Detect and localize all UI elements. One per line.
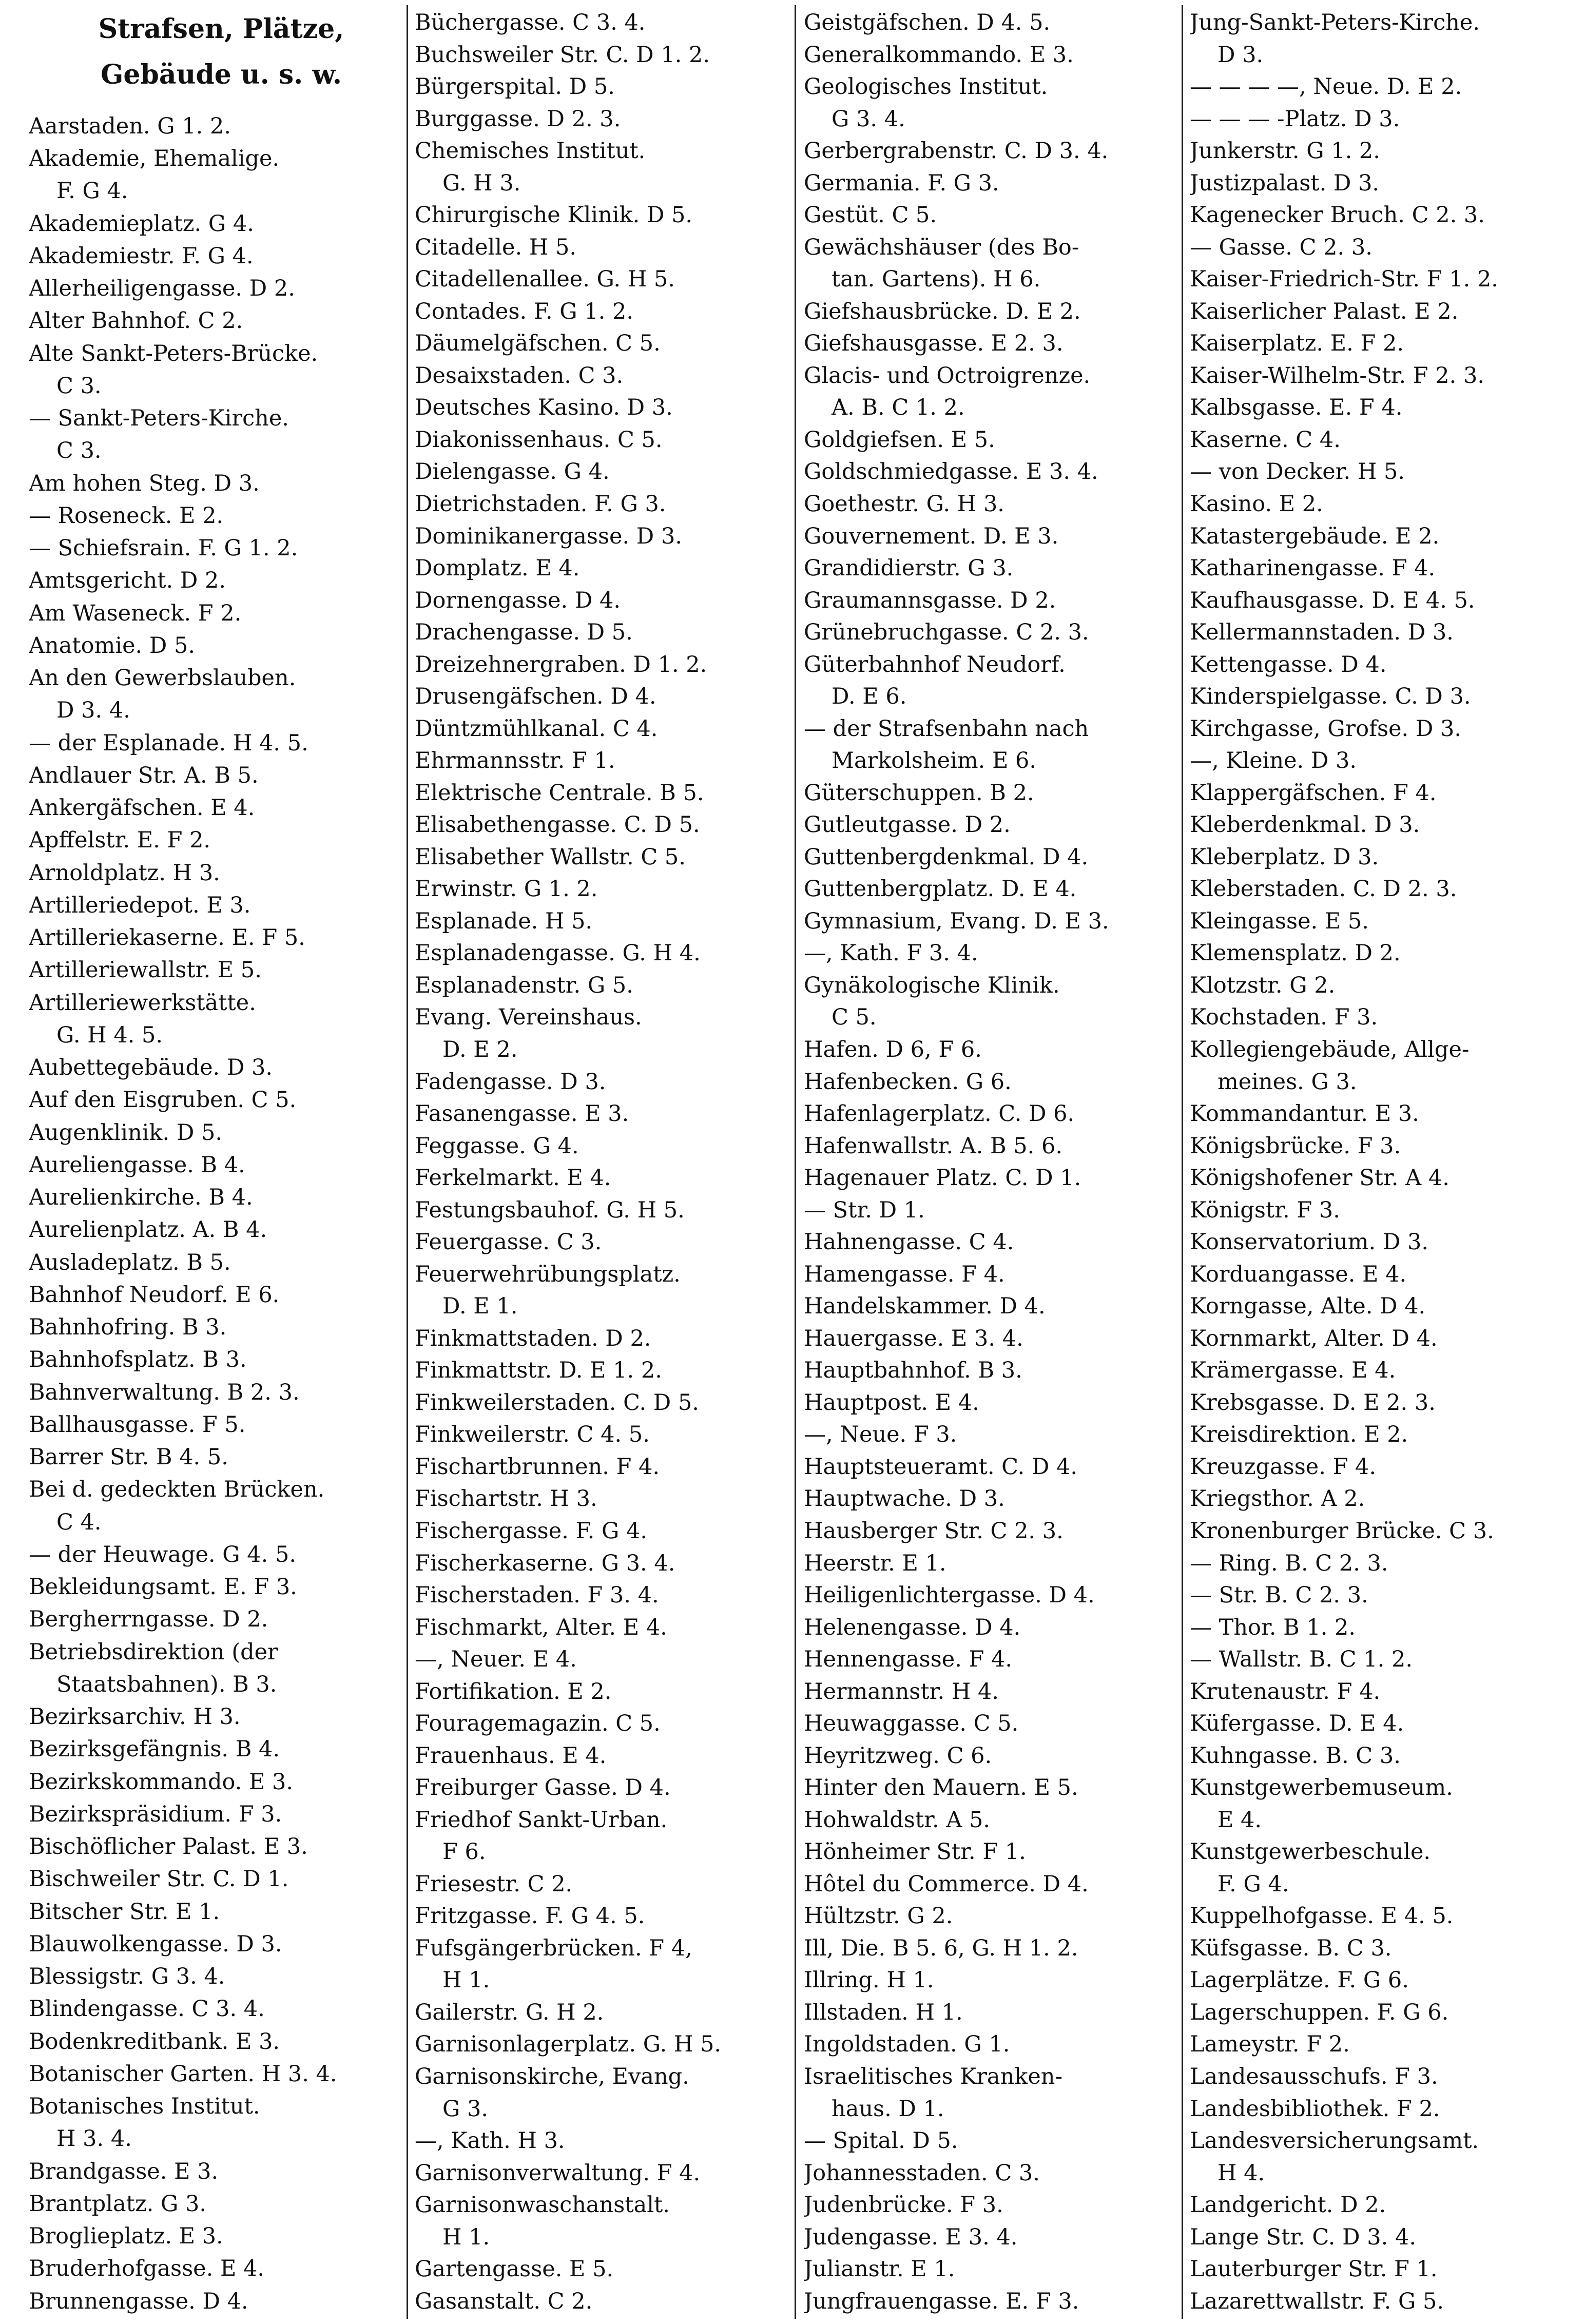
index-entry: Bahnhofring. B 3. [29,1314,227,1340]
index-entry: Kuhngasse. B. C 3. [1190,1742,1401,1769]
index-entry: Augenklinik. D 5. [29,1119,222,1146]
index-entry: Deutsches Kasino. D 3. [415,395,673,421]
index-entry: Allerheiligengasse. D 2. [29,276,295,301]
index-entry-continuation: G. H 4. 5. [56,1022,163,1048]
index-entry: — Schiefsrain. F. G 1. 2. [29,535,298,561]
index-entry: Feuerwehrübungsplatz. [415,1261,681,1287]
index-entry-continuation: G 3. 4. [832,106,905,132]
index-entry: Friedhof Sankt-Urban. [415,1807,668,1833]
index-entry: Finkmattstr. D. E 1. 2. [415,1358,662,1384]
index-entry: Fischerkaserne. G 3. 4. [415,1550,675,1576]
index-entry: Kaufhausgasse. D. E 4. 5. [1190,587,1475,613]
index-entry: Bei d. gedeckten Brücken. [29,1477,325,1503]
index-entry: Lagerschuppen. F. G 6. [1190,1999,1449,2025]
index-entry: Kinderspielgasse. C. D 3. [1190,684,1471,710]
index-entry: Feggasse. G 4. [415,1133,579,1159]
index-entry: Citadellenallee. G. H 5. [415,266,675,293]
index-entry: Feuergasse. C 3. [415,1229,602,1255]
index-entry: Kreuzgasse. F 4. [1190,1454,1377,1480]
index-entry-continuation: D. E 6. [832,684,907,710]
index-entry: — Gasse. C 2. 3. [1190,234,1373,260]
index-entry: Gerbergrabenstr. C. D 3. 4. [804,138,1109,164]
index-entry: Landgericht. D 2. [1190,2192,1386,2218]
index-entry: Kaiser-Friedrich-Str. F 1. 2. [1190,266,1498,293]
index-entry: Artilleriekaserne. E. F 5. [29,925,305,951]
index-entry: Apffelstr. E. F 2. [29,827,211,854]
index-entry: Aarstaden. G 1. 2. [29,113,231,139]
index-entry: Hafenbecken. G 6. [804,1069,1012,1095]
index-entry: Akademiestr. F. G 4. [29,243,254,269]
index-entry: —, Kleine. D 3. [1190,748,1357,774]
index-entry: Diakonissenhaus. C 5. [415,427,663,453]
index-entry: Bezirksgefängnis. B 4. [29,1736,280,1763]
index-entry: Gouvernement. D. E 3. [804,523,1059,549]
index-entry-continuation: D 3. [1217,42,1264,68]
index-entry: Chemisches Institut. [415,138,646,164]
index-entry: Hauptbahnhof. B 3. [804,1358,1022,1384]
index-entry: Büchergasse. C 3. 4. [415,10,646,35]
index-entry: Guttenbergplatz. D. E 4. [804,876,1077,902]
index-entry: Korduangasse. E 4. [1190,1261,1407,1287]
index-entry-continuation: tan. Gartens). H 6. [832,266,1041,293]
index-entry: Justizpalast. D 3. [1190,170,1380,196]
index-entry: Ferkelmarkt. E 4. [415,1165,611,1191]
index-entry: Ausladeplatz. B 5. [29,1249,231,1275]
index-entry: Goldschmiedgasse. E 3. 4. [804,459,1098,485]
index-entry: — von Decker. H 5. [1190,459,1405,485]
index-entry: Landesausschufs. F 3. [1190,2064,1438,2089]
index-entry: Kaserne. C 4. [1190,427,1341,453]
index-entry: Gynäkologische Klinik. [804,972,1060,998]
index-entry: Hermannstr. H 4. [804,1678,999,1705]
index-entry: Gewächshäuser (des Bo- [804,234,1079,260]
index-entry: Brunnengasse. D 4. [29,2288,248,2314]
index-entry: Fortifikation. E 2. [415,1678,612,1705]
index-entry: Bitscher Str. E 1. [29,1899,220,1925]
index-entry-continuation: H 1. [442,2224,490,2250]
index-entry: Fritzgasse. F. G 4. 5. [415,1903,645,1929]
index-entry: Königsbrücke. F 3. [1190,1133,1401,1159]
index-entry: Garnisonlagerplatz. G. H 5. [415,2031,722,2058]
index-entry: Korngasse, Alte. D 4. [1190,1293,1426,1320]
section-heading: Strafsen, Plätze, [98,13,344,45]
heading-spacer [29,99,414,109]
index-entry: Guttenbergdenkmal. D 4. [804,844,1089,870]
index-entry: Königstr. F 3. [1190,1197,1340,1223]
index-entry: Hôtel du Commerce. D 4. [804,1871,1089,1897]
index-entry: Landesbibliothek. F 2. [1190,2096,1440,2122]
index-entry: Küfergasse. D. E 4. [1190,1711,1404,1737]
index-entry: Blindengasse. C 3. 4. [29,1996,265,2022]
index-entry: Klemensplatz. D 2. [1190,940,1401,966]
index-entry: Finkmattstaden. D 2. [415,1325,651,1351]
index-entry: Generalkommando. E 3. [804,42,1074,68]
index-entry: Gymnasium, Evang. D. E 3. [804,908,1109,934]
index-entry: Julianstr. E 1. [804,2256,955,2282]
index-entry: Dornengasse. D 4. [415,587,621,613]
index-entry: Drachengasse. D 5. [415,619,633,646]
index-entry: Hagenauer Platz. C. D 1. [804,1165,1081,1191]
index-entry: Aureliengasse. B 4. [29,1152,245,1178]
index-entry: Hauptwache. D 3. [804,1486,1005,1512]
index-entry: Illring. H 1. [804,1967,934,1993]
index-entry: Blessigstr. G 3. 4. [29,1964,225,1989]
index-entry-continuation: F. G 4. [56,178,128,204]
index-entry: Krutenaustr. F 4. [1190,1678,1381,1705]
index-column-1 [29,7,414,2317]
index-entry: Hahnengasse. C 4. [804,1229,1014,1255]
index-entry: — Ring. B. C 2. 3. [1190,1550,1388,1576]
index-entry: Artilleriewerkstätte. [29,990,256,1016]
index-entry: Kuppelhofgasse. E 4. 5. [1190,1903,1454,1929]
index-entry: Johannesstaden. C 3. [804,2160,1040,2186]
index-entry: Friesestr. C 2. [415,1871,573,1897]
index-entry: Gailerstr. G. H 2. [415,1999,604,2025]
index-entry: Alte Sankt-Peters-Brücke. [29,340,318,366]
index-entry: Güterbahnhof Neudorf. [804,651,1066,677]
index-entry-continuation: G 3. [442,2096,489,2122]
index-entry: Finkweilerstr. C 4. 5. [415,1422,650,1448]
index-entry: Aubettegebäude. D 3. [29,1055,273,1080]
index-entry: Kreisdirektion. E 2. [1190,1422,1408,1448]
index-entry: Esplanade. H 5. [415,908,593,934]
index-entry: Alter Bahnhof. C 2. [29,308,243,334]
index-entry: Hamengasse. F 4. [804,1261,1005,1287]
index-entry: — — — -Platz. D 3. [1190,106,1400,132]
index-entry: Bodenkreditbank. E 3. [29,2028,280,2055]
index-entry: Lagerplätze. F. G 6. [1190,1967,1409,1993]
index-entry: Geistgäfschen. D 4. 5. [804,10,1051,35]
index-entry: Contades. F. G 1. 2. [415,298,633,324]
index-entry: Jungfrauengasse. E. F 3. [804,2288,1079,2314]
index-entry: Krämergasse. E 4. [1190,1358,1396,1384]
index-entry: —, Neuer. E 4. [415,1647,577,1673]
index-entry: Lauterburger Str. F 1. [1190,2256,1438,2282]
index-entry: Kalbsgasse. E. F 4. [1190,395,1403,421]
index-entry: Kollegiengebäude, Allge- [1190,1037,1470,1062]
index-entry: Gutleutgasse. D 2. [804,812,1011,838]
index-entry: Gasanstalt. C 2. [415,2288,593,2314]
index-entry: Kleingasse. E 5. [1190,908,1369,934]
index-entry: Am Waseneck. F 2. [29,600,242,626]
index-entry: Anatomie. D 5. [29,632,196,659]
index-entry-continuation: haus. D 1. [832,2096,944,2122]
index-entry-continuation: H 1. [442,1967,490,1993]
index-entry: Esplanadengasse. G. H 4. [415,940,701,966]
index-entry: Glacis- und Octroigrenze. [804,362,1091,389]
index-entry: — der Esplanade. H 4. 5. [29,730,308,756]
index-entry: Blauwolkengasse. D 3. [29,1931,282,1957]
index-entry: Dominikanergasse. D 3. [415,523,682,549]
index-entry: Hönheimer Str. F 1. [804,1839,1026,1865]
index-entry: Klappergäfschen. F 4. [1190,780,1437,806]
index-entry: —, Kath. F 3. 4. [804,940,978,966]
index-entry: Kunstgewerbeschule. [1190,1839,1431,1865]
index-entry: Finkweilerstaden. C. D 5. [415,1389,699,1416]
index-entry: Hauptsteueramt. C. D 4. [804,1454,1078,1480]
index-entry: Kasino. E 2. [1190,491,1323,517]
index-entry: Hennengasse. F 4. [804,1647,1013,1673]
index-entry: Botanischer Garten. H 3. 4. [29,2061,337,2087]
index-entry: Lameystr. F 2. [1190,2031,1350,2058]
index-column-4 [1190,7,1575,2317]
index-column-3 [804,7,1189,2317]
index-entry: Heerstr. E 1. [804,1550,946,1576]
index-entry: Kagenecker Bruch. C 2. 3. [1190,202,1485,228]
index-entry: Hohwaldstr. A 5. [804,1807,991,1833]
index-entry: Erwinstr. G 1. 2. [415,876,598,902]
index-entry: Am hohen Steg. D 3. [29,470,260,496]
index-entry: Bischöflicher Palast. E 3. [29,1834,308,1860]
index-entry: Festungsbauhof. G. H 5. [415,1197,685,1223]
index-entry: Kleberstaden. C. D 2. 3. [1190,876,1457,902]
index-entry: — Spital. D 5. [804,2128,958,2154]
index-entry: — der Heuwage. G 4. 5. [29,1541,296,1567]
index-entry: Bergherrngasse. D 2. [29,1606,268,1633]
index-entry: Ballhausgasse. F 5. [29,1411,246,1438]
index-entry: Illstaden. H 1. [804,1999,963,2025]
index-entry: Bürgerspital. D 5. [415,74,615,100]
index-entry: Junkerstr. G 1. 2. [1190,138,1380,164]
index-entry: Kriegsthor. A 2. [1190,1486,1365,1512]
index-entry-continuation: Staatsbahnen). B 3. [56,1671,277,1697]
index-entry-continuation: F 6. [442,1839,486,1865]
index-entry-continuation: H 4. [1217,2160,1265,2186]
index-entry: Aurelienkirche. B 4. [29,1185,253,1210]
index-entry: Landesversicherungsamt. [1190,2128,1479,2154]
index-entry-continuation: C 3. [56,438,102,464]
index-entry: — Str. B. C 2. 3. [1190,1582,1368,1609]
index-entry: Heiligenlichtergasse. D 4. [804,1582,1095,1609]
index-entry: Domplatz. E 4. [415,555,580,582]
index-entry: Freiburger Gasse. D 4. [415,1775,671,1801]
index-entry-continuation: D. E 2. [442,1037,518,1062]
index-entry: Giefshausgasse. E 2. 3. [804,331,1064,357]
index-entry-continuation: C 5. [832,1004,877,1031]
index-entry: Fischerstaden. F 3. 4. [415,1582,659,1609]
index-entry: Aurelienplatz. A. B 4. [29,1217,267,1243]
index-entry: Auf den Eisgruben. C 5. [29,1087,297,1113]
index-entry: Kaiser-Wilhelm-Str. F 2. 3. [1190,362,1485,389]
index-entry: Ankergäfschen. E 4. [29,795,255,821]
index-entry: Hausberger Str. C 2. 3. [804,1518,1064,1544]
index-entry: Königshofener Str. A 4. [1190,1165,1449,1191]
index-entry: Güterschuppen. B 2. [804,780,1034,806]
index-entry: An den Gewerbslauben. [29,665,296,691]
index-entry: —, Neue. F 3. [804,1422,957,1448]
index-entry: Katharinengasse. F 4. [1190,555,1436,582]
index-entry: Ingoldstaden. G 1. [804,2031,1010,2058]
index-entry: Bahnhofsplatz. B 3. [29,1347,247,1373]
index-entry-continuation: F. G 4. [1217,1871,1289,1897]
index-entry: — Sankt-Peters-Kirche. [29,405,289,431]
index-entry: — Str. D 1. [804,1197,925,1223]
index-entry: Hafen. D 6, F 6. [804,1037,982,1062]
index-entry: Germania. F. G 3. [804,170,999,196]
index-entry: Fischartstr. H 3. [415,1486,597,1512]
index-entry-continuation: D. E 1. [442,1293,518,1320]
index-entry: Kleberdenkmal. D 3. [1190,812,1420,838]
index-entry: Judenbrücke. F 3. [804,2192,1003,2218]
index-entry: Goethestr. G. H 3. [804,491,1004,517]
index-entry: Helenengasse. D 4. [804,1614,1021,1640]
index-entry-continuation: E 4. [1217,1807,1262,1833]
index-entry: Barrer Str. B 4. 5. [29,1444,228,1470]
index-entry: Bezirkskommando. E 3. [29,1769,294,1795]
index-entry: —, Kath. H 3. [415,2128,565,2154]
index-entry: Düntzmühlkanal. C 4. [415,715,658,742]
index-entry: Esplanadenstr. G 5. [415,972,633,998]
index-entry: Kellermannstaden. D 3. [1190,619,1454,646]
index-entry: Bruderhofgasse. E 4. [29,2256,265,2282]
index-entry: Gestüt. C 5. [804,202,937,228]
index-entry: Dietrichstaden. F. G 3. [415,491,666,517]
index-entry: Judengasse. E 3. 4. [804,2224,1018,2250]
index-entry: Fischartbrunnen. F 4. [415,1454,660,1480]
index-entry: Artilleriewallstr. E 5. [29,957,262,983]
index-entry: Garnisonskirche, Evang. [415,2064,689,2089]
index-entry: Goldgiefsen. E 5. [804,427,995,453]
index-entry: Kleberplatz. D 3. [1190,844,1379,870]
index-entry: Fouragemagazin. C 5. [415,1711,661,1737]
index-entry: Bezirksarchiv. H 3. [29,1704,241,1730]
index-entry: Burggasse. D 2. 3. [415,106,621,132]
index-entry: Jung-Sankt-Peters-Kirche. [1190,10,1480,35]
index-entry: Lange Str. C. D 3. 4. [1190,2224,1417,2250]
index-entry: Ehrmannsstr. F 1. [415,748,615,774]
index-entry: Dreizehnergraben. D 1. 2. [415,651,707,677]
index-column-2 [415,7,800,2317]
index-entry: Krebsgasse. D. E 2. 3. [1190,1389,1436,1416]
index-entry: Kommandantur. E 3. [1190,1101,1419,1127]
index-entry: Fadengasse. D 3. [415,1069,606,1095]
index-entry: Arnoldplatz. H 3. [29,860,220,886]
index-entry: — der Strafsenbahn nach [804,715,1089,742]
index-entry: Fasanengasse. E 3. [415,1101,629,1127]
index-entry: Heyritzweg. C 6. [804,1742,992,1769]
index-entry: — — — —, Neue. D. E 2. [1190,74,1462,100]
index-entry-continuation: Markolsheim. E 6. [832,748,1037,774]
index-entry: Frauenhaus. E 4. [415,1742,607,1769]
index-entry: Artilleriedepot. E 3. [29,892,251,918]
index-entry: Betriebsdirektion (der [29,1639,278,1665]
index-entry: Bahnverwaltung. B 2. 3. [29,1379,300,1405]
index-entry: Kronenburger Brücke. C 3. [1190,1518,1494,1544]
index-entry-continuation: C 3. [56,373,102,399]
index-entry: Hafenlagerplatz. C. D 6. [804,1101,1075,1127]
index-entry: Elisabether Wallstr. C 5. [415,844,686,870]
section-heading: Gebäude u. s. w. [100,59,342,91]
index-entry: Grandidierstr. G 3. [804,555,1014,582]
index-entry-continuation: C 4. [56,1509,102,1535]
index-entry-continuation: G. H 3. [442,170,521,196]
index-entry: Klotzstr. G 2. [1190,972,1336,998]
index-entry: Amtsgericht. D 2. [29,568,226,594]
index-entry: Kirchgasse, Grofse. D 3. [1190,715,1462,742]
index-entry: Elisabethengasse. C. D 5. [415,812,700,838]
index-entry: Evang. Vereinshaus. [415,1004,642,1031]
index-entry: Däumelgäfschen. C 5. [415,331,661,357]
index-entry: Brandgasse. E 3. [29,2158,219,2184]
index-entry: Geologisches Institut. [804,74,1048,100]
index-entry: Hinter den Mauern. E 5. [804,1775,1078,1801]
index-entry: Ill, Die. B 5. 6, G. H 1. 2. [804,1935,1078,1961]
index-entry: Fufsgängerbrücken. F 4, [415,1935,692,1961]
index-entry: Hafenwallstr. A. B 5. 6. [804,1133,1063,1159]
index-entry-continuation: meines. G 3. [1217,1069,1357,1095]
index-entry: Andlauer Str. A. B 5. [29,762,259,788]
index-entry-continuation: A. B. C 1. 2. [832,395,965,421]
index-entry: Garnisonwaschanstalt. [415,2192,670,2218]
index-entry: Fischmarkt, Alter. E 4. [415,1614,667,1640]
index-entry-continuation: H 3. 4. [56,2126,132,2152]
index-entry: Dielengasse. G 4. [415,459,610,485]
index-entry: Handelskammer. D 4. [804,1293,1046,1320]
index-entry: Bischweiler Str. C. D 1. [29,1866,289,1892]
index-entry: — Roseneck. E 2. [29,502,224,529]
index-entry: Broglieplatz. E 3. [29,2223,223,2249]
index-entry: Bahnhof Neudorf. E 6. [29,1282,280,1308]
index-entry: Citadelle. H 5. [415,234,577,260]
index-entry: Botanisches Institut. [29,2094,260,2119]
index-entry: Bezirkspräsidium. F 3. [29,1801,282,1827]
index-entry: Kaiserplatz. E. F 2. [1190,331,1404,357]
index-entry: Küfsgasse. B. C 3. [1190,1935,1392,1961]
index-entry: Katastergebäude. E 2. [1190,523,1440,549]
index-entry: Graumannsgasse. D 2. [804,587,1056,613]
index-entry: Kochstaden. F 3. [1190,1004,1378,1031]
index-entry: Kunstgewerbemuseum. [1190,1775,1453,1801]
index-entry: Fischergasse. F. G 4. [415,1518,648,1544]
index-entry: Desaixstaden. C 3. [415,362,624,389]
index-entry: Kornmarkt, Alter. D 4. [1190,1325,1438,1351]
index-entry: Hauergasse. E 3. 4. [804,1325,1023,1351]
index-entry: Lazarettwallstr. F. G 5. [1190,2288,1444,2314]
index-entry: Israelitisches Kranken- [804,2064,1062,2089]
index-entry: Heuwaggasse. C 5. [804,1711,1019,1737]
index-entry: Gartengasse. E 5. [415,2256,614,2282]
index-entry: Akademieplatz. G 4. [29,210,254,237]
index-entry: — Wallstr. B. C 1. 2. [1190,1647,1413,1673]
index-entry: Hauptpost. E 4. [804,1389,979,1416]
index-entry: Kaiserlicher Palast. E 2. [1190,298,1459,324]
index-entry: Brantplatz. G 3. [29,2191,206,2217]
index-entry: Konservatorium. D 3. [1190,1229,1429,1255]
index-entry: Grünebruchgasse. C 2. 3. [804,619,1089,646]
index-entry: Kettengasse. D 4. [1190,651,1387,677]
index-entry: Giefshausbrücke. D. E 2. [804,298,1081,324]
index-entry: Elektrische Centrale. B 5. [415,780,704,806]
index-entry: — Thor. B 1. 2. [1190,1614,1356,1640]
index-entry: Garnisonverwaltung. F 4. [415,2160,701,2186]
index-entry: Bekleidungsamt. E. F 3. [29,1574,297,1600]
index-entry: Buchsweiler Str. C. D 1. 2. [415,42,710,68]
index-entry: Chirurgische Klinik. D 5. [415,202,693,228]
index-entry: Akademie, Ehemalige. [29,146,280,171]
index-entry: Drusengäfschen. D 4. [415,684,656,710]
index-entry-continuation: D 3. 4. [56,698,130,724]
index-entry: Hültzstr. G 2. [804,1903,953,1929]
